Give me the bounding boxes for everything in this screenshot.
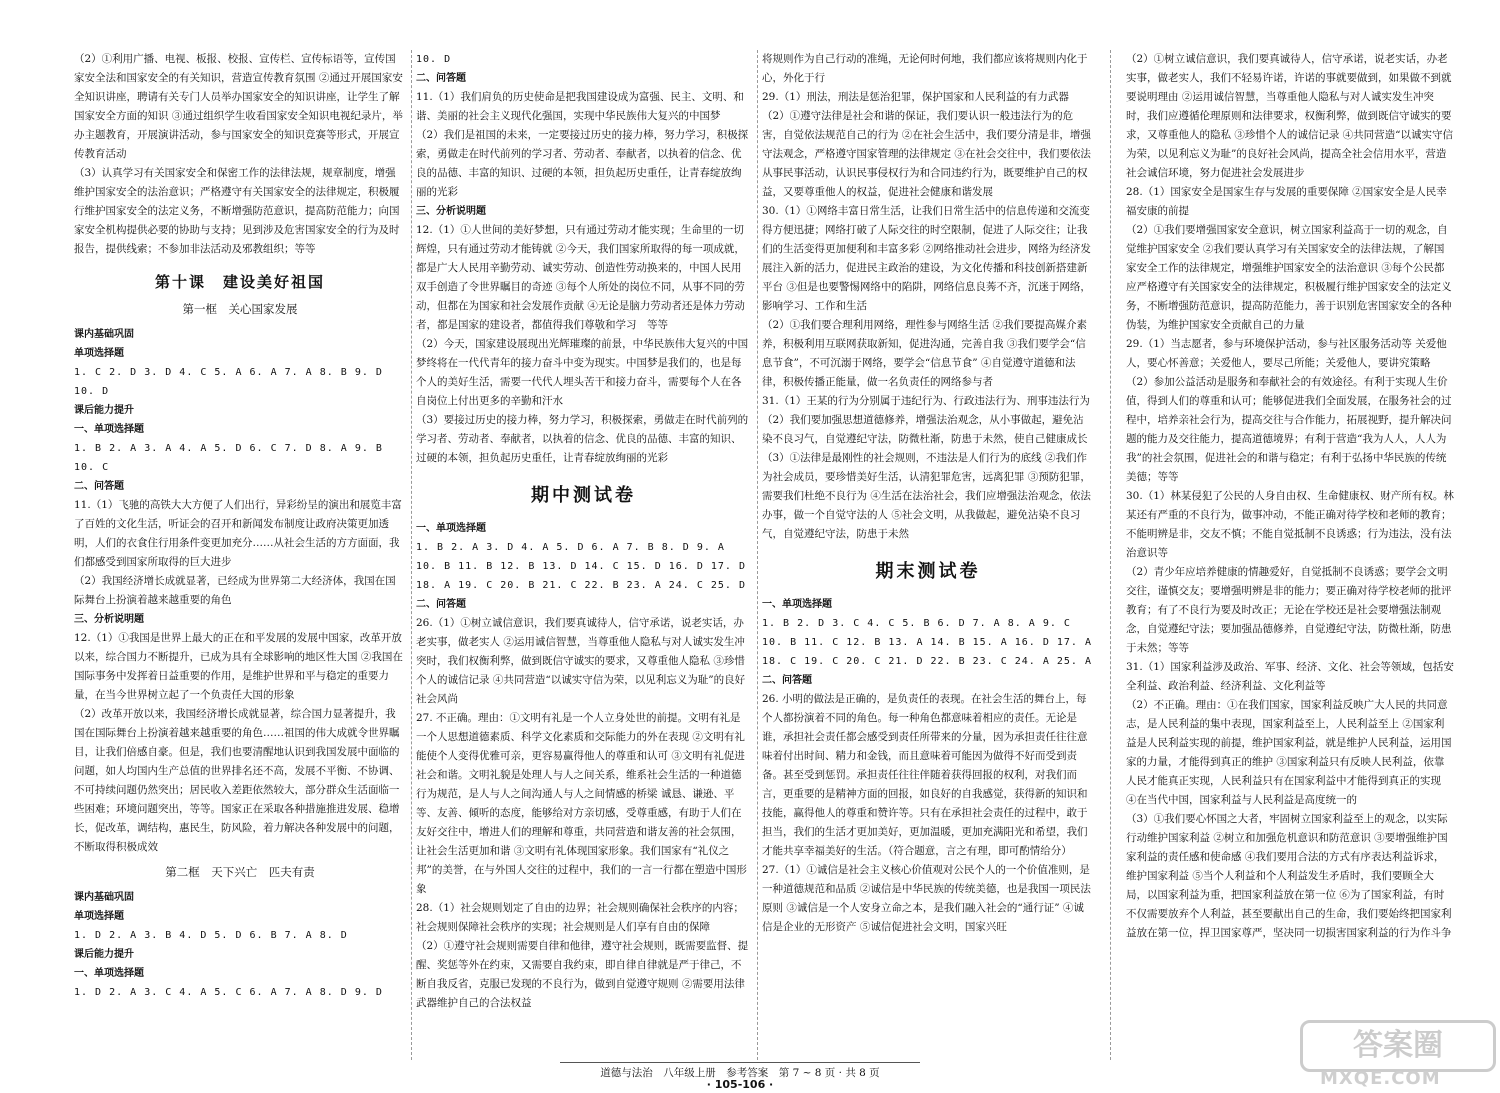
paragraph: 31.（1）国家利益涉及政治、军事、经济、文化、社会等领域，包括安全利益、政治利益、经济利益、文化利益等 (1126, 661, 1454, 692)
watermark-logo: 答案圈 (1300, 1020, 1496, 1072)
section-heading: 二、问答题 (762, 675, 812, 686)
paragraph: 27. 不正确。理由：①文明有礼是一个人立身处世的前提。文明有礼是一个人思想道德素质、科学文化素质和交际能力的外在表现 ②文明有礼能使个人变得优雅可亲，更容易赢得他人的尊重和认可 ③文明有礼促进社会和谐。文明礼貌是处理人与人之间关系，维系社会生活的一种道德行为规范，是人与人之间沟通人与人之间情感的桥梁 诚恳、谦逊、平等、友善、倾听的态度，能够给对方亲切感，受尊重感，有助于人们在友好交往中，增进人们的理解和尊重，共同营造和谐友善的社会氛围，让社会生活更加和谐 ③文明有礼体现国家形象。我们国家有“礼仪之邦”的美誉，在与外国人交往的过程中，我们的一言一行都在塑造中国形象 (416, 712, 747, 895)
paragraph: 30.（1）①网络丰富日常生活，让我们日常生活中的信息传递和交流变得方便迅捷；网络打破了人际交往的时空限制，促进了人际交往；让我们的生活变得更加便利和丰富多彩 ②网络推动社会进步，网络为经济发展注入新的活力，促进民主政治的建设，为文化传播和科技创新搭建新平台 ③但是也要警惕网络中的陷阱，网络信息良莠不齐，沉迷于网络，影响学习、工作和生活 (762, 205, 1091, 312)
paragraph: （3）认真学习有关国家安全和保密工作的法律法规，规章制度，增强维护国家安全的法治意识；严格遵守有关国家安全的法律规定，积极履行维护国家安全的法定义务，不断增强防范意识，提高防范能力；向国家安全机构提供必要的协助与支持；见到涉及危害国家安全的行为及时报告，提供线索；不参加非法活动及邪教组织；等等 (74, 167, 400, 255)
section-heading: 单项选择题 (74, 911, 124, 922)
page-number: · 105-106 · (706, 1078, 774, 1091)
paragraph: 11.（1）飞驰的高铁大大方便了人们出行，异彩纷呈的演出和展览丰富了百姓的文化生活，听证会的召开和新闻发布制度让政府决策更加透明，人们的衣食住行用条件变更加充分……从社会生活的方方面面，我们都感受到国家所取得的巨大进步 (74, 499, 402, 568)
paragraph: 31.（1）王某的行为分别属于违纪行为、行政违法行为、刑事违法行为 (762, 395, 1090, 407)
answer-column-3 (762, 50, 1094, 1060)
answer-key-line: 18. A 19. C 20. B 21. C 22. B 23. A 24. C 25. D (416, 580, 746, 591)
answer-column-4 (1126, 50, 1454, 1060)
paragraph: （2）①遵守法律是社会和谐的保证，我们要认识一般违法行为的危害，自觉依法规范自己的行为 ②在社会生活中，我们要分清是非，增强守法观念，严格遵守国家管理的法律规定 ③在社会交往中，我们要依法从事民事活动，认识民事侵权行为和合同违约行为，既要维护自己的权益，又要尊重他人的权益，促进社会健康和谐发展 (762, 110, 1091, 198)
test-title: 期末测试卷 (875, 561, 981, 582)
section-heading: 课内基础巩固 (74, 892, 134, 903)
section-heading: 二、问答题 (416, 73, 466, 84)
paragraph: （2）不正确。理由：①在我们国家，国家利益反映广大人民的共同意志，是人民利益的集中表现，国家利益至上，人民利益至上 ②国家利益是人民利益实现的前提，维护国家利益，就是维护人民利益，运用国家的力量，才能得到真正的维护 ③国家利益只有反映人民利益，依靠人民才能真正实现，人民利益只有在国家利益中才能得到真正的实现 ④在当代中国，国家利益与人民利益是高度统一的 (1126, 699, 1452, 806)
section-heading: 一、单项选择题 (74, 968, 144, 979)
section-heading: 单项选择题 (74, 348, 124, 359)
paragraph: 29.（1）当志愿者，参与环境保护活动，参与社区服务活动等 关爱他人，要心怀善意；关爱他人，要尽己所能；关爱他人，要讲究策略 (1126, 338, 1447, 369)
paragraph: 26.（1）①树立诚信意识，我们要真诚待人，信守承诺，说老实话，办老实事，做老实人 ②运用诚信智慧，当尊重他人隐私与对人诚实发生冲突时，我们权衡利弊，做到既信守诚实的要求，又尊重他人隐私 ③珍惜个人的诚信记录 ④共同营造“以诚实守信为荣，以见利忘义为耻”的良好社会风尚 (416, 617, 746, 705)
column-divider (411, 50, 412, 1060)
watermark-url: MXQE.COM (1320, 1068, 1441, 1089)
page-footer: 道德与法治 八年级上册 参考答案 第 7 ~ 8 页 · 共 8 页 (560, 1062, 920, 1080)
frame-title: 第一框 关心国家发展 (182, 302, 298, 316)
paragraph: （3）要接过历史的接力棒，努力学习，积极探索，勇做走在时代前列的学习者、劳动者、奉献者，以执着的信念、优良的品德、丰富的知识、过硬的本领，担负起历史重任，让青春绽放绚丽的光彩 (416, 414, 749, 464)
section-heading: 一、单项选择题 (762, 599, 832, 610)
paragraph: 12.（1）①人世间的美好梦想，只有通过劳动才能实现；生命里的一切辉煌，只有通过劳动才能铸就 ②今天，我们国家所取得的每一项成就，都是广大人民用辛勤劳动、诚实劳动、创造性劳动换来的，中国人民用双手创造了令世界瞩目的奇迹 ③每个人所处的岗位不同，从事不同的劳动，但都在为国家和社会发展作贡献 ④无论是脑力劳动者还是体力劳动者，都是国家的建设者，都值得我们尊敬和学习 等等 (416, 224, 745, 331)
paragraph: （2）①我们要增强国家安全意识，树立国家利益高于一切的观念，自觉维护国家安全 ②我们要认真学习有关国家安全的法律法规，了解国家安全工作的法律规定，增强维护国家安全的法治意识 ③每个公民都应严格遵守有关国家安全的法律规定，积极履行维护国家安全的法定义务，不断增强防范意识，提高防范能力，善于识别危害国家安全的各种伪装，为维护国家安全贡献自己的力量 (1126, 224, 1452, 331)
section-heading: 三、分析说明题 (74, 614, 144, 625)
paragraph: 26. 小明的做法是正确的，是负责任的表现。在社会生活的舞台上，每个人都扮演着不同的角色。每一种角色都意味着相应的责任。无论是谁，承担社会责任都会感受到责任所带来的分量，因为承担责任往往意味着付出时间、精力和金钱，而且意味着可能因为做得不好而受到责备。甚至受到惩罚。承担责任往往伴随着获得回报的权利，对我们而言，更重要的是精神方面的回报，如良好的自我感觉，获得新的知识和技能，赢得他人的尊重和赞许等。只有在承担社会责任的过程中，敢于担当，我们的生活才更加美好，更加温暖，更加充满阳光和希望，我们才能共享幸福美好的生活。（符合题意，言之有理，即可酌情给分） (762, 693, 1088, 857)
answer-column-1 (74, 50, 406, 1060)
answer-key-line: 10. D (74, 386, 110, 397)
section-heading: 一、单项选择题 (74, 424, 144, 435)
paragraph: 27.（1）①诚信是社会主义核心价值观对公民个人的一个价值准则，是一种道德规范和品质 ②诚信是中华民族的传统美德，也是我国一项民法原则 ③诚信是一个人安身立命之本，是我们融入社会的“通行证” ④诚信是企业的无形资产 ⑤诚信促进社会文明，国家兴旺 (762, 864, 1091, 933)
paragraph: （2）①遵守社会规则需要自律和他律，遵守社会规则，既需要监督、提醒、奖惩等外在约束，又需要自我约束，即自律自律就是严于律己，不断自我反省，克服已发现的不良行为，做到自觉遵守规则 ②需要用法律武器维护自己的合法权益 (416, 940, 749, 1009)
paragraph: （2）①我们要合理利用网络，理性参与网络生活 ②我们要提高媒介素养，积极利用互联网获取新知，促进沟通，完善自我 ③我们要学会“信息节食”，不可沉溺于网络，要学会“信息节食” ④自觉遵守道德和法律，积极传播正能量，做一名负责任的网络参与者 (762, 319, 1088, 388)
test-title: 期中测试卷 (531, 485, 636, 506)
paragraph: （2）今天，国家建设展现出光辉璀璨的前景，中华民族伟大复兴的中国梦终将在一代代青年的接力奋斗中变为现实。中国梦是我们的，也是每个人的美好生活，需要一代代人埋头苦干和接力奋斗，需要每个人在各自岗位上付出更多的辛勤和汗水 (416, 338, 749, 407)
answer-key-line: 18. C 19. C 20. C 21. D 22. B 23. C 24. A 25. A (762, 656, 1092, 667)
frame-title: 第二框 天下兴亡 匹夫有责 (165, 865, 315, 879)
paragraph: （2）①利用广播、电视、板报、校报、宣传栏、宣传标语等，宣传国家安全法和国家安全的有关知识，营造宣传教育氛围 ②通过开展国家安全知识讲座，聘请有关专门人员举办国家安全的知识讲座，让学生了解国家安全方面的知识 ③通过组织学生收看国家安全知识电视纪录片，举办主题教育，开展演讲活动，参与国家安全的知识竞赛等形式，开展宣传教育活动 (74, 53, 403, 160)
column-divider (1110, 50, 1111, 1060)
section-heading: 三、分析说明题 (416, 206, 486, 217)
section-heading: 一、单项选择题 (416, 523, 486, 534)
answer-key-line: 10. D (416, 54, 452, 65)
paragraph: 11.（1）我们肩负的历史使命是把我国建设成为富强、民主、文明、和谐、美丽的社会主义现代化强国，实现中华民族伟大复兴的中国梦 (416, 91, 744, 122)
section-heading: 课内基础巩固 (74, 329, 134, 340)
paragraph: 30.（1）林某侵犯了公民的人身自由权、生命健康权、财产所有权。林某还有严重的不良行为，做事冲动，不能正确对待学校和老师的教育；不能明辨是非，交友不慎；不能自觉抵制不良诱惑；行为违法，没有法治意识等 (1126, 490, 1454, 559)
paragraph: （2）我国经济增长成就显著，已经成为世界第二大经济体，我国在国际舞台上扮演着越来越重要的角色 (74, 575, 396, 606)
answer-key-line: 10. C (74, 462, 110, 473)
paragraph: （2）我们是祖国的未来，一定要接过历史的接力棒，努力学习，积极探索，勇做走在时代前列的学习者、劳动者、奉献者，以执着的信念、优良的品德、丰富的知识、过硬的本领，担负起历史重任，让青春绽放绚丽的光彩 (416, 129, 749, 198)
answer-key-line: 1. B 2. D 3. C 4. C 5. B 6. D 7. A 8. A 9. C (762, 618, 1071, 629)
section-heading: 二、问答题 (416, 599, 466, 610)
answer-key-line: 1. C 2. D 3. D 4. C 5. A 6. A 7. A 8. B 9. D (74, 367, 383, 378)
paragraph: 28.（1）社会规则划定了自由的边界；社会规则确保社会秩序的内容；社会规则保障社会秩序的实现；社会规则是人们享有自由的保障 (416, 902, 744, 933)
paragraph: （2）我们要加强思想道德修养，增强法治观念，从小事做起，避免沾染不良习气，自觉遵纪守法，防微杜渐，防患于未然，使自己健康成长 (762, 414, 1088, 445)
paragraph: 将规则作为自己行动的准绳，无论何时何地，我们都应该将规则内化于心，外化于行 (762, 53, 1088, 84)
lesson-title: 第十课 建设美好祖国 (154, 273, 325, 291)
paragraph: 12.（1）①我国是世界上最大的正在和平发展的发展中国家，改革开放以来，综合国力不断提升，已成为具有全球影响的地区性大国 ②我国在国际事务中发挥着日益重要的作用，是维护世界和平与稳定的重要力量，在当今世界树立起了一个负责任大国的形象 (74, 632, 403, 701)
answer-column-2 (416, 50, 751, 1060)
answer-key-line: 10. B 11. B 12. B 13. D 14. C 15. D 16. D 17. D (416, 561, 746, 572)
answer-key-line: 1. D 2. A 3. B 4. D 5. D 6. B 7. A 8. D (74, 930, 348, 941)
paragraph: （3）①我们要心怀国之大者，牢固树立国家利益至上的观念，以实际行动维护国家利益 ②树立和加强危机意识和防范意识 ③要增强维护国家利益的责任感和使命感 ④我们要用合法的方式有序表达利益诉求，维护国家利益 ⑤当个人利益和个人利益发生矛盾时，我们要顾全大局，以国家利益为重，把国家利益放在第一位 ⑥为了国家利益，有时不仅需要放弃个人利益，甚至要献出自己的生命，我们要始终把国家利益放在第一位，捍卫国家尊严，坚决同一切损害国家利益的行为作斗争 (1126, 813, 1452, 939)
paragraph: （2）青少年应培养健康的情趣爱好，自觉抵制不良诱惑；要学会文明交往，谨慎交友；要增强明辨是非的能力；要正确对待学校老师的批评教育；有了不良行为要及时改正；无论在学校还是社会要增强法制观念，自觉遵纪守法；要加强品德修养，自觉遵纪守法，防微杜渐，防患于未然；等等 (1126, 566, 1452, 654)
section-heading: 二、问答题 (74, 481, 124, 492)
answer-key-line: 1. B 2. A 3. D 4. A 5. D 6. A 7. B 8. D 9. A (416, 542, 725, 553)
section-heading: 课后能力提升 (74, 949, 134, 960)
paragraph: 28.（1）国家安全是国家生存与发展的重要保障 ②国家安全是人民幸福安康的前提 (1126, 186, 1447, 217)
paragraph: （2）改革开放以来，我国经济增长成就显著，综合国力显著提升，我国在国际舞台上扮演着越来越重要的角色……祖国的伟大成就令世界瞩目，让我们倍感自豪。但是，我们也要清醒地认识到我国发展中面临的问题，如人均国内生产总值的世界排名还不高，发展不平衡、不协调、不可持续问题仍然突出；居民收入差距依然较大，部分群众生活面临一些困难；环境问题突出，等等。国家正在采取各种措施推进发展、稳增长，促改革，调结构，惠民生，防风险，着力解决各种发展中的问题，不断取得积极成效 (74, 708, 400, 853)
answer-key-line: 10. B 11. C 12. B 13. A 14. B 15. A 16. D 17. A (762, 637, 1092, 648)
paragraph: 29.（1）刑法，刑法是惩治犯罪，保护国家和人民利益的有力武器 (762, 91, 1069, 103)
paragraph: （3）①法律是最刚性的社会规则，不违法是人们行为的底线 ②我们作为社会成员，要珍惜美好生活，认清犯罪危害，远离犯罪 ③预防犯罪，需要我们杜绝不良行为 ④生活在法治社会，我们应增强法治观念，依法办事，做一个自觉守法的人 ⑤社会文明，从我做起，避免沾染不良习气，自觉遵纪守法，防患于未然 (762, 452, 1091, 540)
paragraph: （2）参加公益活动是服务和奉献社会的有效途径。有利于实现人生价值，得到人们的尊重和认可；能够促进我们全面发展，在服务社会的过程中，培养亲社会行为，提高交往与合作能力，拓展视野，提升解决问题的能力及交往能力，提高道德境界；有利于营造“我为人人，人人为我”的社会氛围，促进社会的和谐与稳定；有利于弘扬中华民族的传统美德；等等 (1126, 376, 1452, 483)
column-divider (757, 50, 758, 1060)
watermark (1300, 1020, 1490, 1090)
section-heading: 课后能力提升 (74, 405, 134, 416)
paragraph: （2）①树立诚信意识，我们要真诚待人，信守承诺，说老实话，办老实事，做老实人，我们不轻易许诺，许诺的事就要做到，如果做不到就要说明理由 ②运用诚信智慧，当尊重他人隐私与对人诚实发生冲突时，我们应遵循伦理原则和法律要求，权衡利弊，做到既信守诚实的要求，又尊重他人的隐私 ③珍惜个人的诚信记录 ④共同营造“以诚实守信为荣，以见利忘义为耻”的良好社会风尚，提高全社会信用水平，营造社会诚信环境，努力促进社会发展进步 (1126, 53, 1454, 179)
answer-key-line: 1. B 2. A 3. A 4. A 5. D 6. C 7. D 8. A 9. B (74, 443, 383, 454)
answer-key-line: 1. D 2. A 3. C 4. A 5. C 6. A 7. A 8. D 9. D (74, 987, 383, 998)
